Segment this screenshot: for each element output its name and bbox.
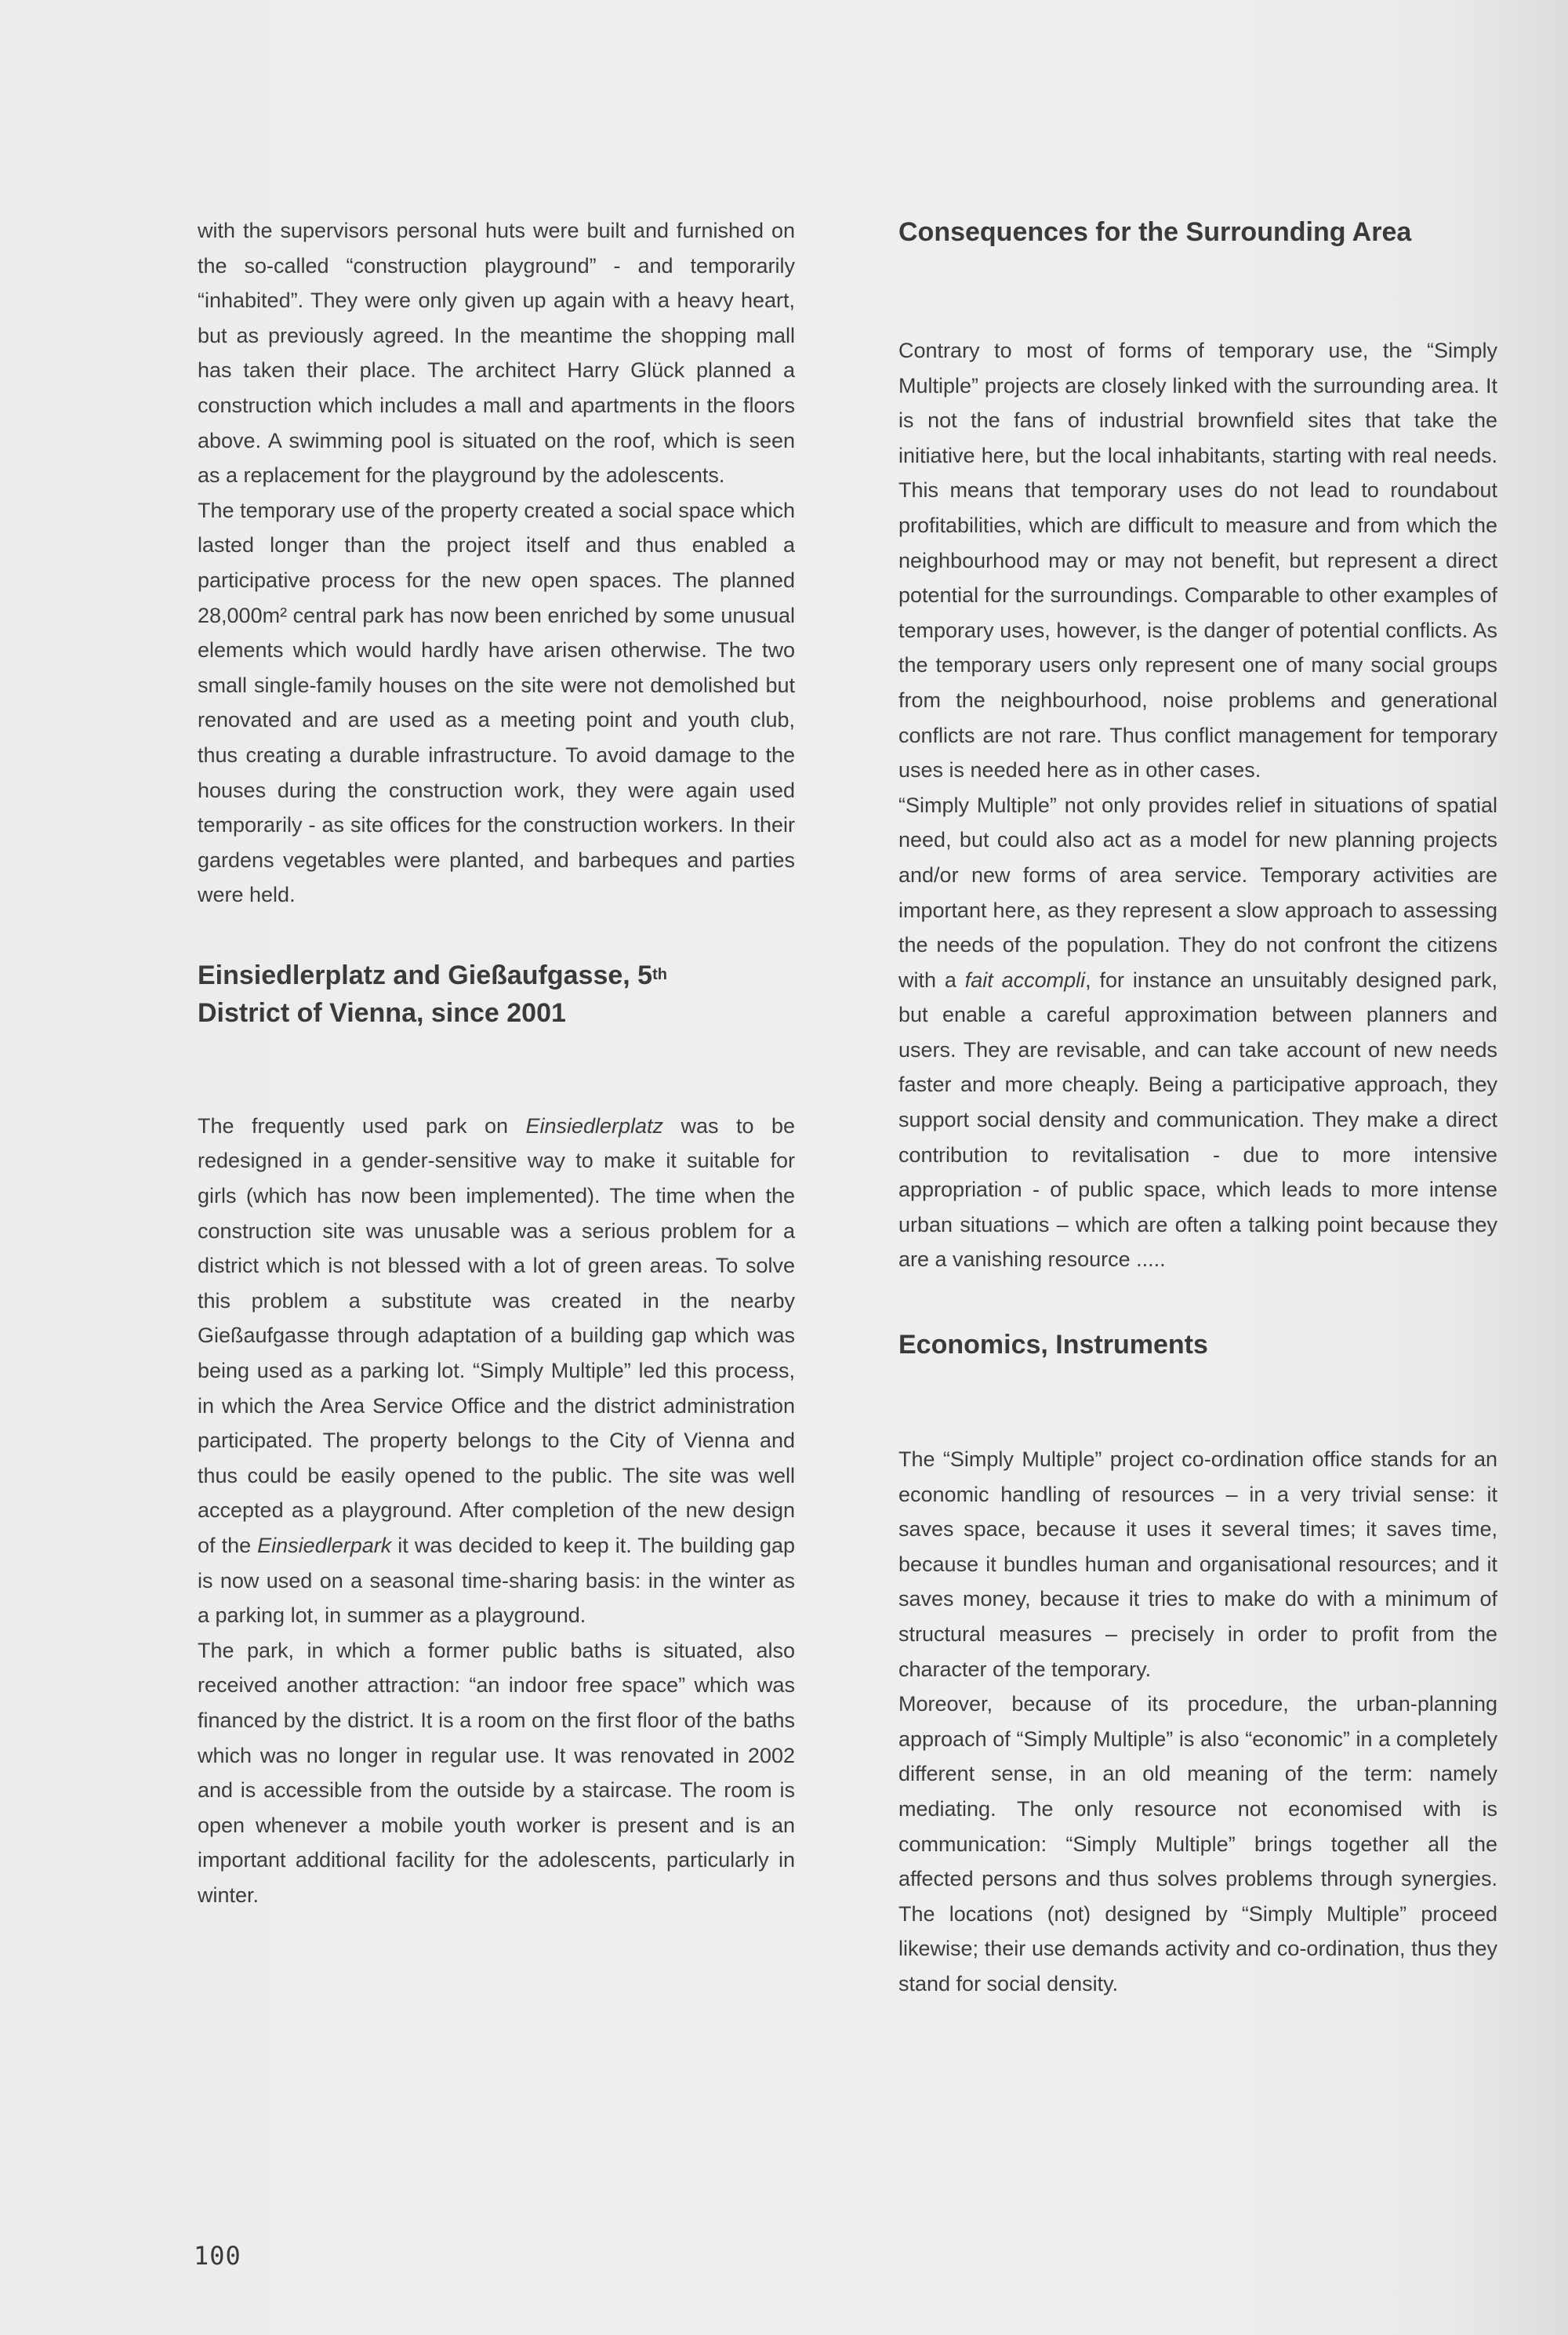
right-column [898, 213, 1497, 2002]
place-name: Einsiedlerpark [257, 1534, 392, 1557]
body-paragraph: with the supervisors personal huts were built and furnished on the so-called “construction playground” - and temporarily “inhabited”. They were only given up again with a heavy heart, but as previously agreed. In the meantime the shopping mall has taken their place. The architect Harry Glück planned a construction which includes a mall and apartments in the floors above. A swimming pool is situated on the roof, which is seen as a replacement for the playground by the adolescents. [198, 219, 795, 488]
body-paragraph: The temporary use of the property created a social space which lasted longer than the project itself and thus enabled a participative process for the new open spaces. The planned 28,000m² central park has now been enriched by some unusual elements which would hardly have arisen otherwise. The two small single-family houses on the site were not demolished but renovated and are used as a meeting point and youth club, thus creating a durable infrastructure. To avoid damage to the houses during the construction work, they were again used temporarily - as site offices for the construction workers. In their gardens vegetables were planted, and barbeques and parties were held. [198, 498, 795, 907]
body-paragraph: Moreover, because of its procedure, the urban-planning approach of “Simply Multiple” is also “economic” in a completely different sense, in an old meaning of the term: namely mediating. The only resource not economised with is communication: “Simply Multiple” brings together all the affected persons and thus solves problems through synergies. The locations (not) designed by “Simply Multiple” proceed likewise; their use demands activity and co-ordination, thus they stand for social density. [898, 1692, 1497, 1995]
page-number: 100 [194, 2241, 241, 2271]
place-name: Einsiedlerplatz [525, 1113, 664, 1138]
body-paragraph: The frequently used park on Einsiedlerplatz was to be redesigned in a gender-sensitive way to make it suitable for girls (which has now been implemented). The time when the construction site was unusable was a serious problem for a district which is not blessed with a lot of green areas. To solve this problem a substitute was created in the nearby Gießaufgasse through adaptation of a building gap which was being used as a parking lot. “Simply Multiple” led this process, in which the Area Service Office and the district administration participated. The property belongs to the City of Vienna and thus could be easily opened to the public. The site was well accepted as a playground. After completion of the new design of the Einsiedlerpark it was decided to keep it. The building gap is now used on a seasonal time-sharing basis: in the winter as a parking lot, in summer as a playground. [198, 1113, 795, 1628]
left-column [198, 213, 795, 1913]
heading-superscript: th [652, 965, 667, 983]
body-paragraph: The “Simply Multiple” project co-ordination office stands for an economic handling of resources – in a very trivial sense: it saves space, because it uses it several times; it saves time, because it bundles human and organisational resources; and it saves money, because it tries to make do with a minimum of structural measures – precisely in order to profit from the character of the temporary. [898, 1447, 1497, 1681]
heading-text: Einsiedlerplatz and Gießaufgasse, 5 [198, 960, 653, 990]
heading-text: District of Vienna, since 2001 [198, 997, 566, 1028]
section-heading [198, 957, 795, 1032]
body-paragraph: The park, in which a former public baths is situated, also received another attraction: “an indoor free space” which was financed by the district. It is a room on the first floor of the baths which was no longer in regular use. It was renovated in 2002 and is accessible from the outside by a staircase. The room is open whenever a mobile youth worker is present and is an important additional facility for the adolescents, particularly in winter. [198, 1638, 795, 1907]
section-heading: Economics, Instruments [898, 1330, 1208, 1360]
foreign-term: fait accompli [964, 968, 1086, 992]
section-heading: Consequences for the Surrounding Area [898, 217, 1412, 247]
body-paragraph: “Simply Multiple” not only provides relief in situations of spatial need, but could also act as a model for new planning projects and/or new forms of area service. Temporary activities are important here, as they represent a slow approach to assessing the needs of the population. They do not confront the citizens with a fait accompli, for instance an unsuitably designed park, but enable a careful approximation between planners and users. They are revisable, and can take account of new needs faster and more cheaply. Being a participative approach, they support social density and communication. They make a direct contribution to revitalisation - due to more intensive appropriation - of public space, which leads to more intense urban situations – which are often a talking point because they are a vanishing resource ..... [898, 793, 1497, 1272]
body-paragraph: Contrary to most of forms of temporary use, the “Simply Multiple” projects are closely linked with the surrounding area. It is not the fans of industrial brownfield sites that take the initiative here, but the local inhabitants, starting with real needs. This means that temporary uses do not lead to roundabout profitabilities, which are difficult to measure and from which the neighbourhood may or may not benefit, but represent a direct potential for the surroundings. Comparable to other examples of temporary uses, however, is the danger of potential conflicts. As the temporary users only represent one of many social groups from the neighbourhood, noise problems and generational conflicts are not rare. Thus conflict management for temporary uses is needed here as in other cases. [898, 339, 1497, 783]
